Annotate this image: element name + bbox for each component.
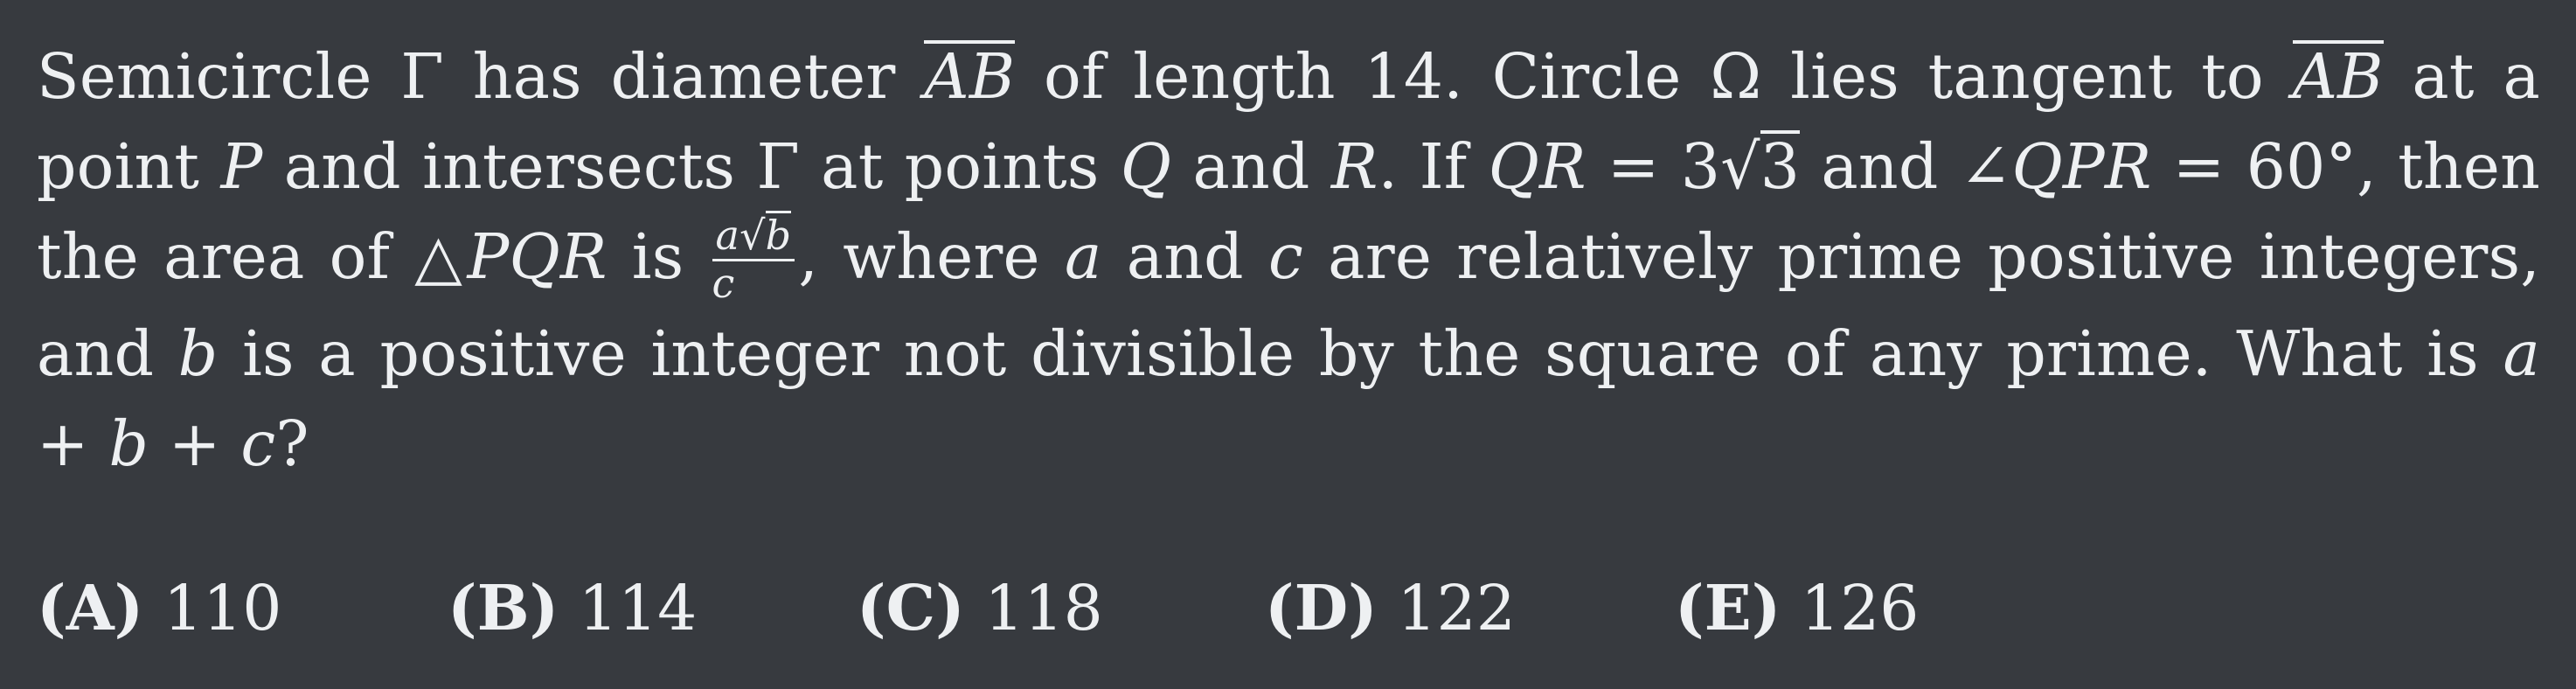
math-angle-qpr: QPR	[2011, 130, 2152, 203]
text-segment: is a positive integer not divisible by the square of any prime. What is	[218, 317, 2503, 390]
sqrt-radicand: 3	[1760, 130, 1801, 203]
choice-value: 118	[984, 572, 1103, 644]
sqrt-expression	[1720, 130, 1801, 203]
text-segment: of length 14. Circle Ω lies tangent to	[1015, 40, 2293, 113]
choice-b[interactable]	[448, 568, 697, 648]
math-var-r: R	[1330, 130, 1378, 203]
choice-e[interactable]	[1675, 568, 1919, 648]
fraction-denominator: c	[712, 259, 735, 307]
choice-value: 114	[578, 572, 698, 644]
segment-ab-overline: AB	[2292, 40, 2384, 113]
area-fraction	[712, 211, 795, 307]
text-segment: are relatively prime positive integers, and	[37, 220, 2540, 390]
frac-var-a: a	[715, 211, 740, 259]
choice-value: 126	[1800, 572, 1920, 644]
text-segment: and ∠	[1800, 130, 2012, 203]
sqrt-sign: √	[739, 211, 766, 259]
choice-c[interactable]	[857, 568, 1103, 648]
choice-a[interactable]	[37, 568, 281, 648]
math-triangle-pqr: PQR	[467, 220, 608, 293]
choice-letter: (A)	[37, 571, 144, 644]
math-var-p: P	[220, 130, 263, 203]
segment-ab-overline: AB	[924, 40, 1016, 113]
text-segment: and	[1101, 220, 1269, 293]
text-segment: and	[1171, 130, 1331, 203]
math-var-a: a	[1064, 220, 1102, 293]
math-var-b: b	[177, 317, 219, 390]
choice-value: 110	[163, 572, 282, 644]
text-segment: and intersects Γ at points	[262, 130, 1121, 203]
math-var-c: c	[1268, 220, 1303, 293]
math-qr: QR	[1488, 130, 1587, 203]
choice-letter: (E)	[1675, 571, 1781, 644]
sqrt-sign: √	[1720, 130, 1760, 203]
frac-var-b: b	[765, 211, 792, 259]
text-segment: at a point	[37, 40, 2540, 203]
math-var-q: Q	[1120, 130, 1172, 203]
text-segment: = 3	[1586, 130, 1721, 203]
choice-letter: (C)	[857, 571, 965, 644]
text-segment: , where	[798, 220, 1065, 293]
text-segment: . If	[1378, 130, 1489, 203]
text-segment: is	[607, 220, 709, 293]
fraction-numerator	[712, 211, 795, 261]
text-segment: = 60°, then the area of △	[37, 130, 2541, 293]
math-sum-abc: a + b + c	[37, 317, 2540, 480]
text-segment: ?	[275, 407, 309, 480]
choice-letter: (D)	[1265, 571, 1378, 644]
choice-value: 122	[1397, 572, 1516, 644]
text-segment: Semicircle Γ has diameter	[37, 40, 925, 113]
choice-d[interactable]	[1265, 568, 1516, 648]
choice-letter: (B)	[448, 571, 559, 644]
problem-statement	[37, 31, 2540, 489]
